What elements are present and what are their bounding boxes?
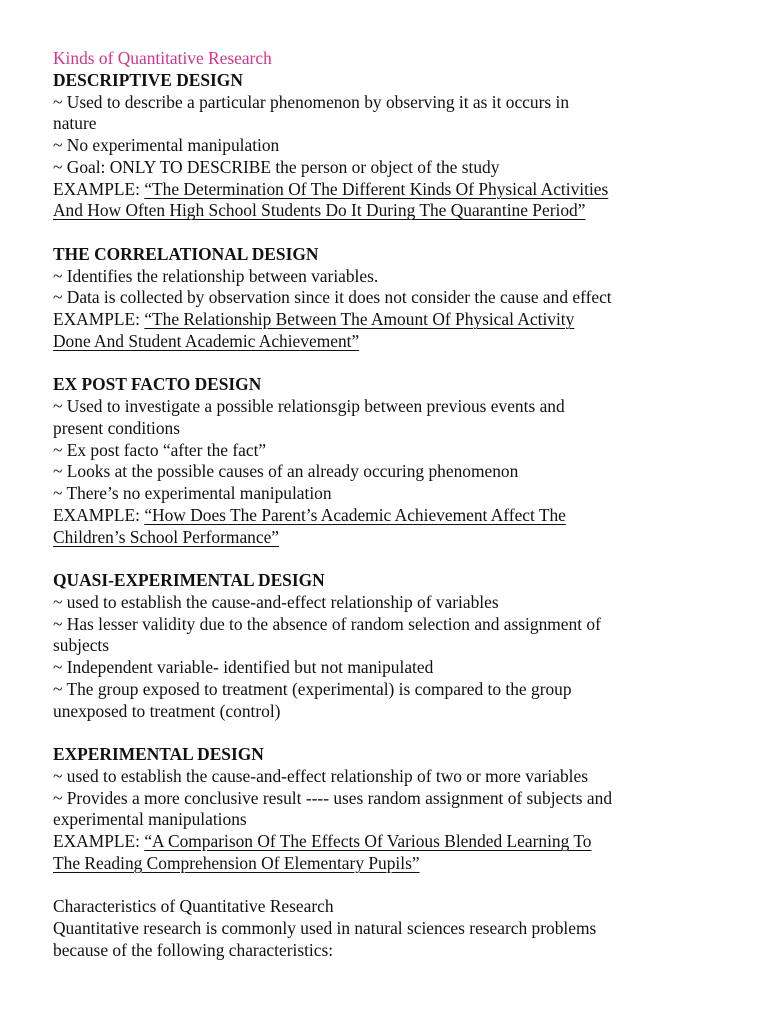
spacer (53, 353, 733, 375)
section-heading: QUASI-EXPERIMENTAL DESIGN (53, 570, 325, 590)
example-title: “The Determination Of The Different Kinds Of Physical Activities (144, 178, 609, 199)
section-heading: THE CORRELATIONAL DESIGN (53, 243, 319, 264)
text-line: ~ Used to investigate a possible relationsgip between previous events and (53, 396, 565, 416)
example-line (53, 831, 733, 853)
document-title: Kinds of Quantitative Research (53, 48, 272, 68)
text-line: ~ Used to describe a particular phenomenon by observing it as it occurs in (53, 91, 570, 112)
text-line: ~ Looks at the possible causes of an already occuring phenomenon (53, 461, 519, 482)
example-label: EXAMPLE: (53, 831, 145, 851)
text-line: Quantitative research is commonly used in natural sciences research problems (53, 918, 597, 938)
text-line: present conditions (53, 417, 181, 438)
section-heading: EX POST FACTO DESIGN (53, 374, 262, 395)
text-line: ~ No experimental manipulation (53, 135, 280, 155)
text-line: ~ used to establish the cause-and-effect relationship of variables (53, 591, 499, 612)
spacer (53, 222, 733, 244)
text-line: subjects (53, 635, 110, 656)
example-title: The Reading Comprehension Of Elementary Pupils” (53, 852, 420, 873)
text-line: nature (53, 113, 97, 134)
section-heading: EXPERIMENTAL DESIGN (53, 744, 264, 764)
example-title: “How Does The Parent’s Academic Achievement Affect The (144, 504, 566, 525)
example-title: And How Often High School Students Do It During The Quarantine Period” (53, 200, 586, 221)
example-line (53, 331, 733, 353)
text-line: ~ Data is collected by observation since it does not consider the cause and effect (53, 287, 612, 308)
example-title: “The Relationship Between The Amount Of Physical Activity (144, 309, 575, 329)
section-characteristics (53, 896, 733, 961)
text-line: ~ The group exposed to treatment (experimental) is compared to the group (53, 678, 572, 699)
spacer (53, 875, 733, 897)
example-label: EXAMPLE: (53, 504, 145, 525)
text-line: ~ used to establish the cause-and-effect relationship of two or more variables (53, 765, 588, 786)
section-heading: Characteristics of Quantitative Research (53, 896, 334, 917)
example-line (53, 309, 733, 331)
text-line: ~ Has lesser validity due to the absence of random selection and assignment of (53, 613, 601, 634)
section-descriptive-design (53, 70, 733, 222)
text-line: ~ There’s no experimental manipulation (53, 483, 332, 503)
example-line (53, 853, 733, 875)
example-label: EXAMPLE: (53, 178, 145, 199)
example-line (53, 505, 733, 527)
example-title: “A Comparison Of The Effects Of Various Blended Learning To (144, 831, 592, 851)
text-line: because of the following characteristics: (53, 939, 334, 960)
text-line: ~ Provides a more conclusive result ---- uses random assignment of subjects and (53, 787, 613, 808)
text-line: ~ Independent variable- identified but not manipulated (53, 657, 434, 677)
text-line: experimental manipulations (53, 809, 247, 830)
example-line (53, 200, 733, 222)
spacer (53, 722, 733, 744)
example-line (53, 527, 733, 549)
example-label: EXAMPLE: (53, 309, 145, 329)
example-title: Done And Student Academic Achievement” (53, 330, 360, 351)
section-correlational-design (53, 244, 733, 353)
text-line: unexposed to treatment (control) (53, 700, 281, 721)
section-experimental-design (53, 744, 733, 875)
text-line: ~ Identifies the relationship between variables. (53, 265, 379, 286)
section-ex-post-facto-design (53, 374, 733, 548)
text-line: ~ Goal: ONLY TO DESCRIBE the person or object of the study (53, 156, 500, 177)
example-line (53, 179, 733, 201)
example-title: Children’s School Performance” (53, 526, 280, 547)
section-heading: DESCRIPTIVE DESIGN (53, 69, 243, 90)
section-quasi-experimental-design (53, 570, 733, 722)
spacer (53, 548, 733, 570)
text-line: ~ Ex post facto “after the fact” (53, 439, 267, 460)
document-page (53, 48, 733, 962)
